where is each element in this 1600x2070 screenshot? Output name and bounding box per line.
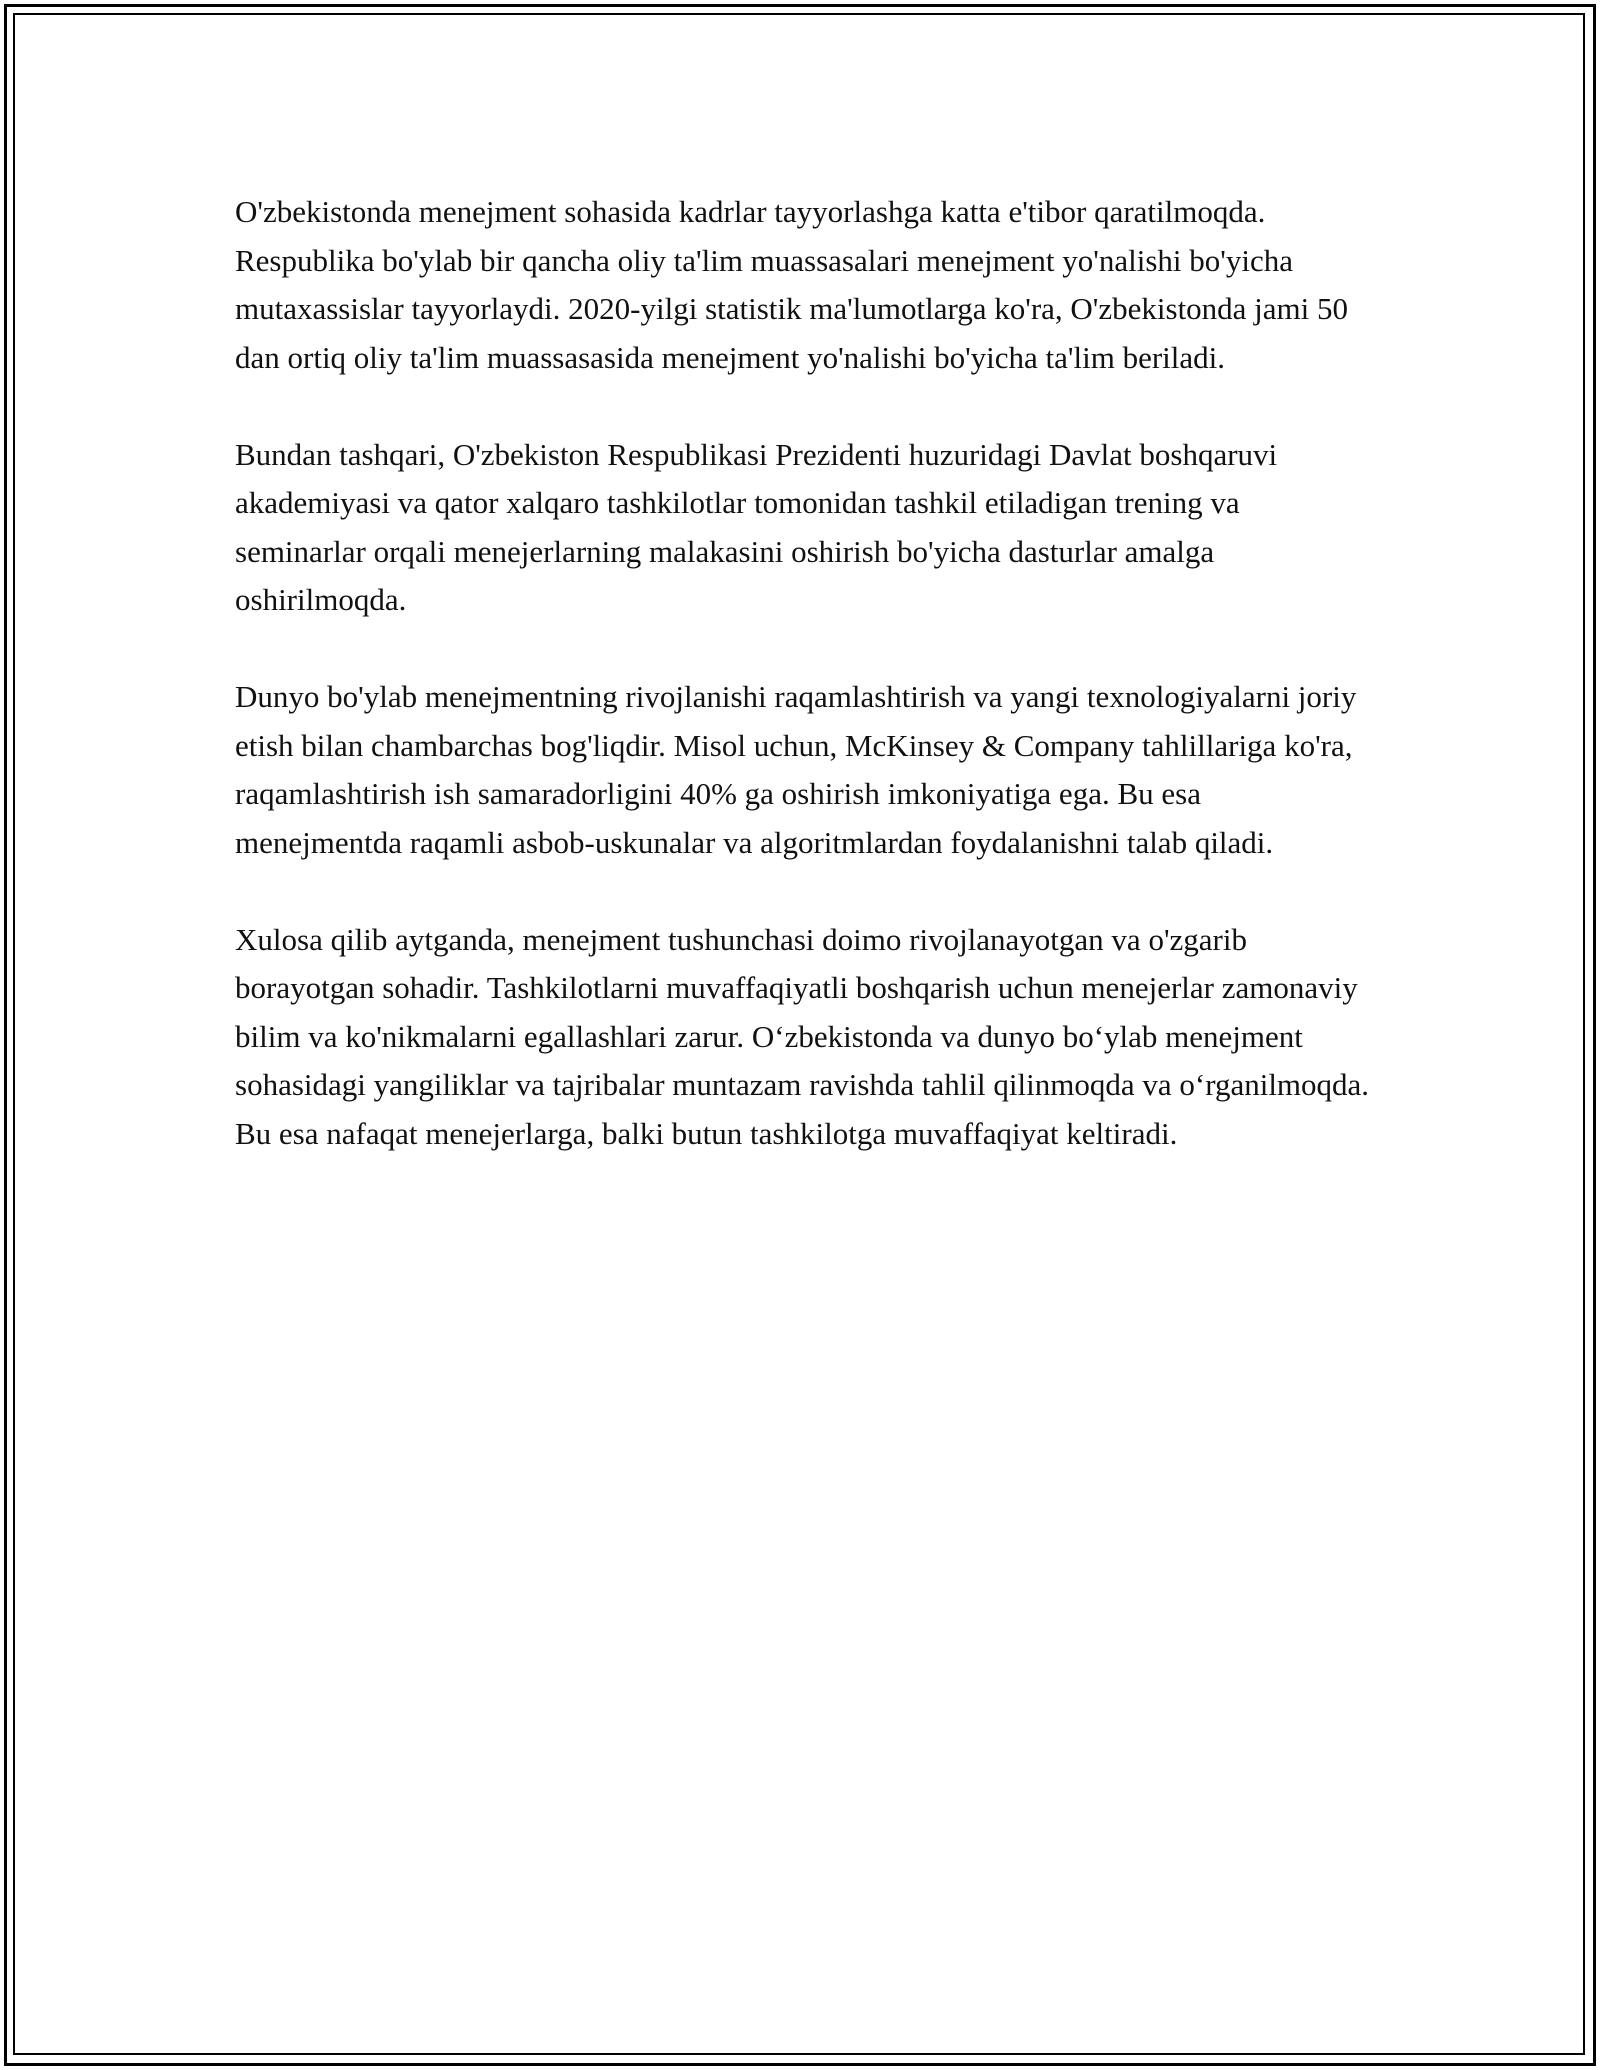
paragraph-digitalization: Dunyo bo'ylab menejmentning rivojlanishi raqamlashtirish va yangi texnologiyalarni joriy etish bilan chambarchas bog'liqdir. Misol uchun, McKinsey & Company tahlillariga ko'ra, raqamlashtirish ish samaradorligini 40% ga oshirish imkoniyatiga ega. Bu esa menejmentda raqamli asbob-uskunalar va algoritmlardan foydalanishni talab qiladi. [235, 679, 1357, 860]
paragraph-academy-programs: Bundan tashqari, O'zbekiston Respublikasi Prezidenti huzuridagi Davlat boshqaruvi akademiyasi va qator xalqaro tashkilotlar tomonidan tashkil etiladigan trening va seminarlar orqali menejerlarning malakasini oshirish bo'yicha dasturlar amalga oshirilmoqda. [235, 436, 1278, 617]
document-body [235, 188, 1370, 1158]
paragraph-training-institutions: O'zbekistonda menejment sohasida kadrlar tayyorlashga katta e'tibor qaratilmoqda. Respublika bo'ylab bir qancha oliy ta'lim muassasalari menejment yo'nalishi bo'yicha mutaxassislar tayyorlaydi. 2020-yilgi statistik ma'lumotlarga ko'ra, O'zbekistonda jami 50 dan ortiq oliy ta'lim muassasasida menejment yo'nalishi bo'yicha ta'lim beriladi. [235, 194, 1349, 375]
paragraph-conclusion: Xulosa qilib aytganda, menejment tushunchasi doimo rivojlanayotgan va o'zgarib borayotgan sohadir. Tashkilotlarni muvaffaqiyatli boshqarish uchun menejerlar zamonaviy bilim va ko'nikmalarni egallashlari zarur. O‘zbekistonda va dunyo bo‘ylab menejment sohasidagi yangiliklar va tajribalar muntazam ravishda tahlil qilinmoqda va o‘rganilmoqda. Bu esa nafaqat menejerlarga, balki butun tashkilotga muvaffaqiyat keltiradi. [235, 921, 1370, 1151]
